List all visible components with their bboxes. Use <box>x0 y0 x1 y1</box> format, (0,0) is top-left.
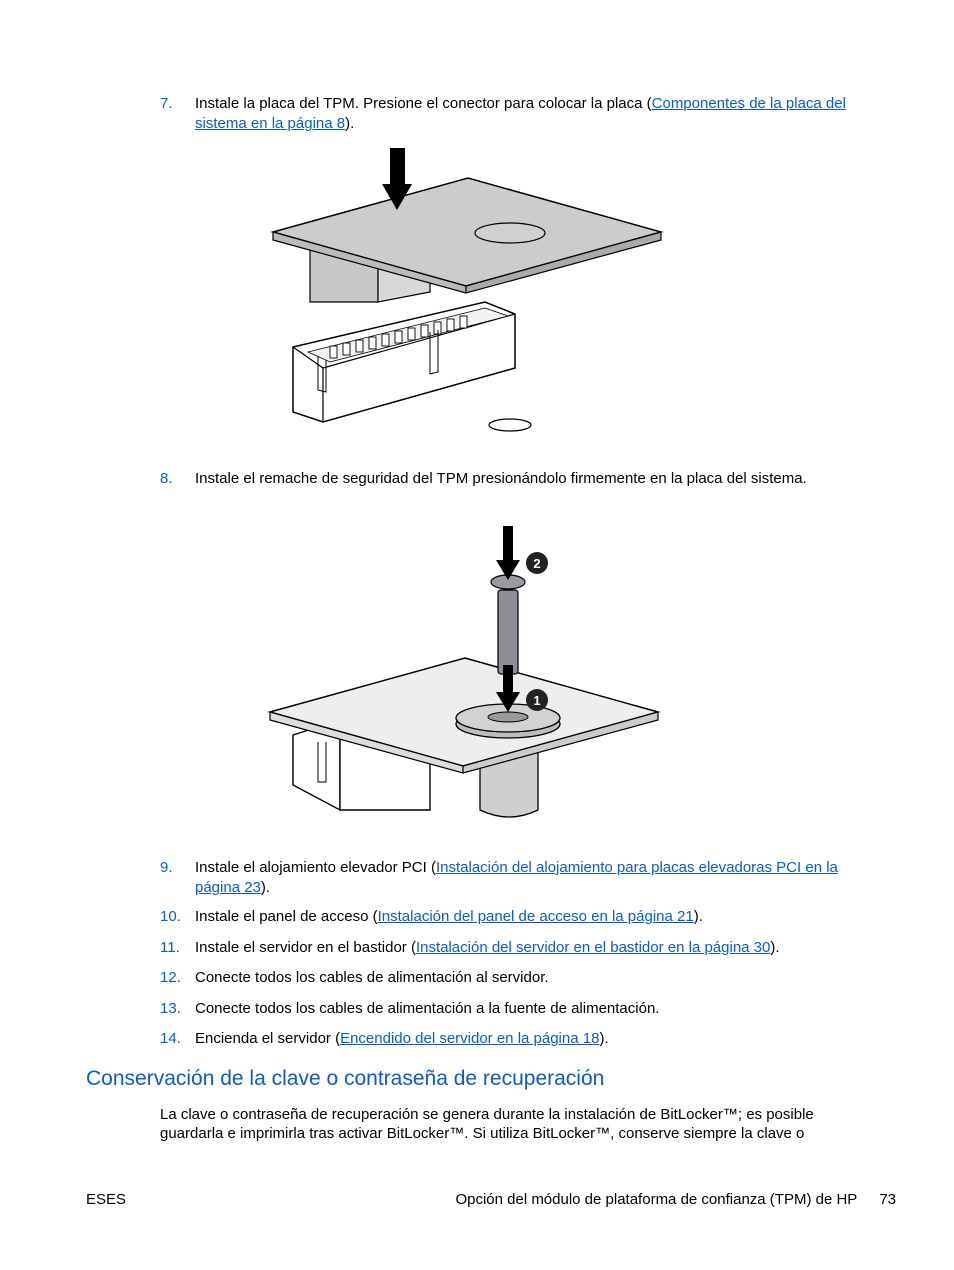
step-text <box>195 907 880 927</box>
step-text-pre: Instale el servidor en el bastidor ( <box>195 939 416 956</box>
step-text-post: ). <box>770 939 780 956</box>
section-heading: Conservación de la clave o contraseña de recuperación <box>86 1067 605 1090</box>
footer-right <box>455 1190 896 1210</box>
step-number: 10. <box>160 908 181 925</box>
step-text: Instale el remache de seguridad del TPM presionándolo firmemente en la placa del sistema. <box>195 470 807 487</box>
link-servidor-bastidor[interactable]: Instalación del servidor en el bastidor en la página 30 <box>415 939 771 956</box>
footer-left: ESES <box>86 1191 127 1208</box>
step-number: 12. <box>160 969 181 986</box>
link-componentes-placa[interactable]: Componentes de la placa del sistema en la página 8 <box>195 95 846 132</box>
callout-1: 1 <box>533 693 541 708</box>
step-number: 9. <box>160 859 173 876</box>
step-text-post: ). <box>345 115 355 132</box>
callout-2: 2 <box>533 556 541 571</box>
section-paragraph: La clave o contraseña de recuperación se genera durante la instalación de BitLocker™; es posible guardarla e imprimirla tras activar BitLocker™. Si utiliza BitLocker™, conserve siempre la clave o <box>160 1106 814 1142</box>
step-number: 7. <box>160 95 173 112</box>
step-text-post: ). <box>693 908 703 925</box>
step-text: Conecte todos los cables de alimentación a la fuente de alimentación. <box>195 1000 660 1017</box>
step-number: 13. <box>160 1000 181 1017</box>
step-text <box>195 938 880 958</box>
step-text-pre: Instale el panel de acceso ( <box>195 908 378 925</box>
figure-security-rivet-install <box>260 520 680 830</box>
step-text: Conecte todos los cables de alimentación al servidor. <box>195 969 549 986</box>
link-encendido-servidor[interactable]: Encendido del servidor en la página 18 <box>340 1030 600 1047</box>
step-text-pre: Encienda el servidor ( <box>195 1030 341 1047</box>
link-alojamiento-pci[interactable]: Instalación del alojamiento para placas elevadoras PCI en la página 23 <box>195 859 838 896</box>
step-number: 14. <box>160 1030 181 1047</box>
step-text-pre: Instale la placa del TPM. Presione el conector para colocar la placa ( <box>195 95 652 112</box>
step-number: 11. <box>160 939 180 956</box>
step-number: 8. <box>160 470 173 487</box>
figure-tpm-board-install <box>260 140 680 440</box>
footer-title: Opción del módulo de plataforma de confianza (TPM) de HP <box>455 1191 858 1208</box>
step-text <box>195 858 880 898</box>
step-text <box>195 1029 880 1049</box>
page-number: 73 <box>879 1191 896 1208</box>
step-text-post: ). <box>599 1030 609 1047</box>
step-text-post: ). <box>260 879 271 896</box>
step-text-pre: Instale el alojamiento elevador PCI ( <box>195 859 436 876</box>
step-text <box>195 94 880 134</box>
link-panel-acceso[interactable]: Instalación del panel de acceso en la página 21 <box>377 908 694 925</box>
